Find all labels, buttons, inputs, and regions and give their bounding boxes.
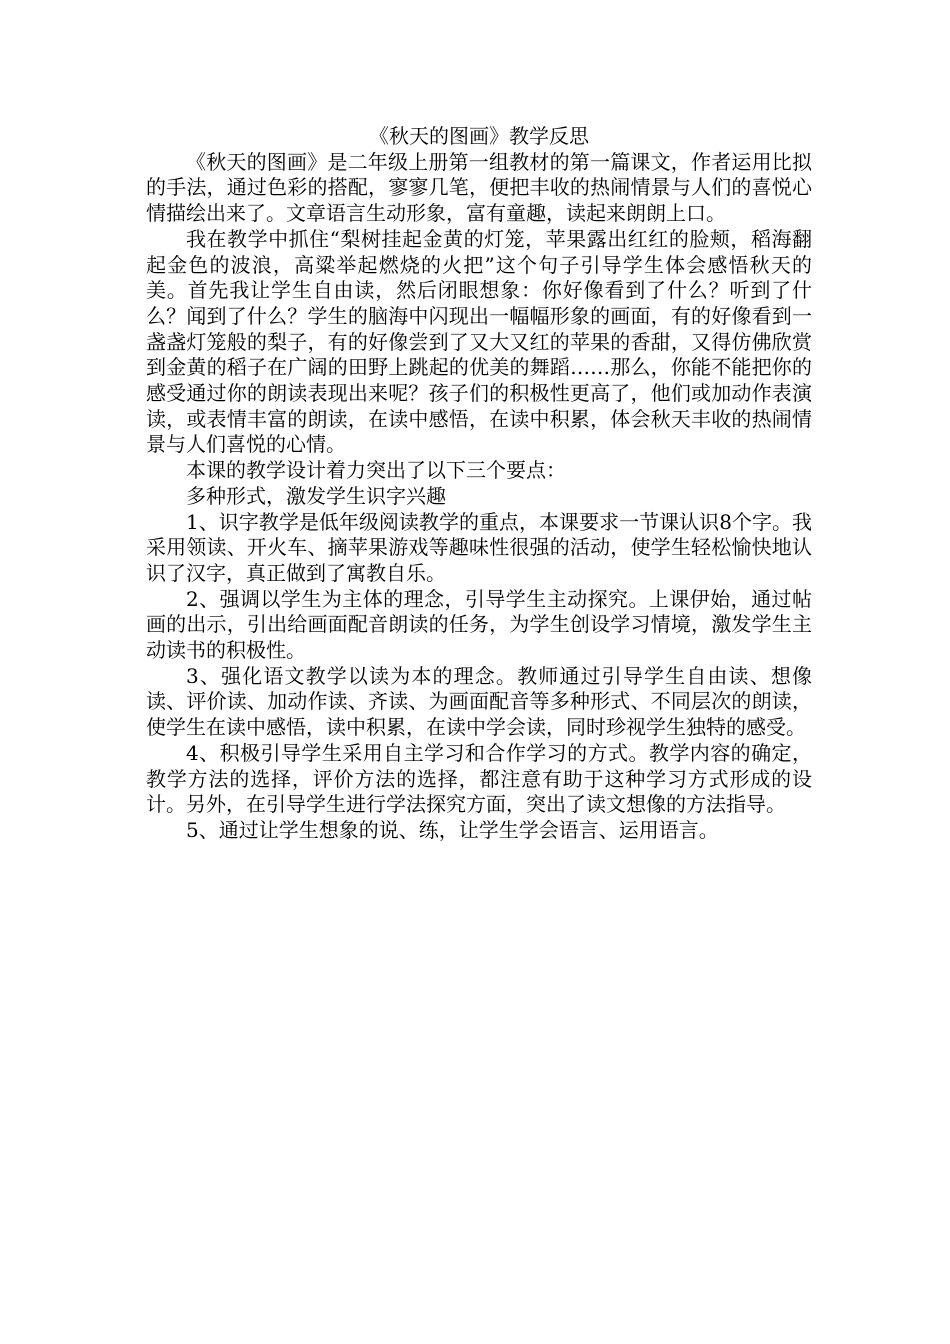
- paragraph-teaching-process: 我在教学中抓住“梨树挂起金黄的灯笼，苹果露出红红的脸颊，稻海翻起金色的波浪，高粱举起燃烧的火把”这个句子引导学生体会感悟秋天的美。首先我让学生自由读，然后闭眼想象：你好像看到了什么？听到了什么？闻到了什么？学生的脑海中闪现出一幅幅形象的画面，有的好像看到一盏盏灯笼般的梨子，有的好像尝到了又大又红的苹果的香甜，又得仿佛欣赏到金黄的稻子在广阔的田野上跳起的优美的舞蹈……那么，你能不能把你的感受通过你的朗读表现出来呢？孩子们的积极性更高了，他们或加动作表演读，或表情丰富的朗读，在读中感悟，在读中积累，体会秋天丰收的热闹情景与人们喜悦的心情。: [146, 226, 812, 457]
- paragraph-point-3: 3、强化语文教学以读为本的理念。教师通过引导学生自由读、想像读、评价读、加动作读、齐读、为画面配音等多种形式、不同层次的朗读，使学生在读中感悟，读中积累，在读中学会读，同时珍视学生独特的感受。: [146, 663, 812, 740]
- paragraph-subheading: 多种形式，激发学生识字兴趣: [186, 483, 446, 508]
- paragraph-point-1: 1、识字教学是低年级阅读教学的重点，本课要求一节课认识8个字。我采用领读、开火车、摘苹果游戏等趣味性很强的活动，使学生轻松愉快地认识了汉字，真正做到了寓教自乐。: [146, 509, 812, 585]
- document-body: [146, 124, 812, 844]
- paragraph-point-5: 5、通过让学生想象的说、练，让学生学会语言、运用语言。: [186, 817, 719, 842]
- paragraph-key-points-lead: 本课的教学设计着力突出了以下三个要点：: [186, 458, 566, 483]
- document-title: 《秋天的图画》教学反思: [369, 124, 589, 148]
- paragraph-intro: 《秋天的图画》是二年级上册第一组教材的第一篇课文，作者运用比拟的手法，通过色彩的搭配，寥寥几笔，便把丰收的热闹情景与人们的喜悦心情描绘出来了。文章语言生动形象，富有童趣，读起来朗朗上口。: [146, 149, 812, 226]
- paragraph-point-2: 2、强调以学生为主体的理念，引导学生主动探究。上课伊始，通过帖画的出示，引出给画面配音朗读的任务，为学生创设学习情境，激发学生主动读书的积极性。: [146, 586, 812, 663]
- paragraph-point-4: 4、积极引导学生采用自主学习和合作学习的方式。教学内容的确定，教学方法的选择，评价方法的选择，都注意有助于这种学习方式形成的设计。另外，在引导学生进行学法探究方面，突出了读文想像的方法指导。: [146, 740, 812, 817]
